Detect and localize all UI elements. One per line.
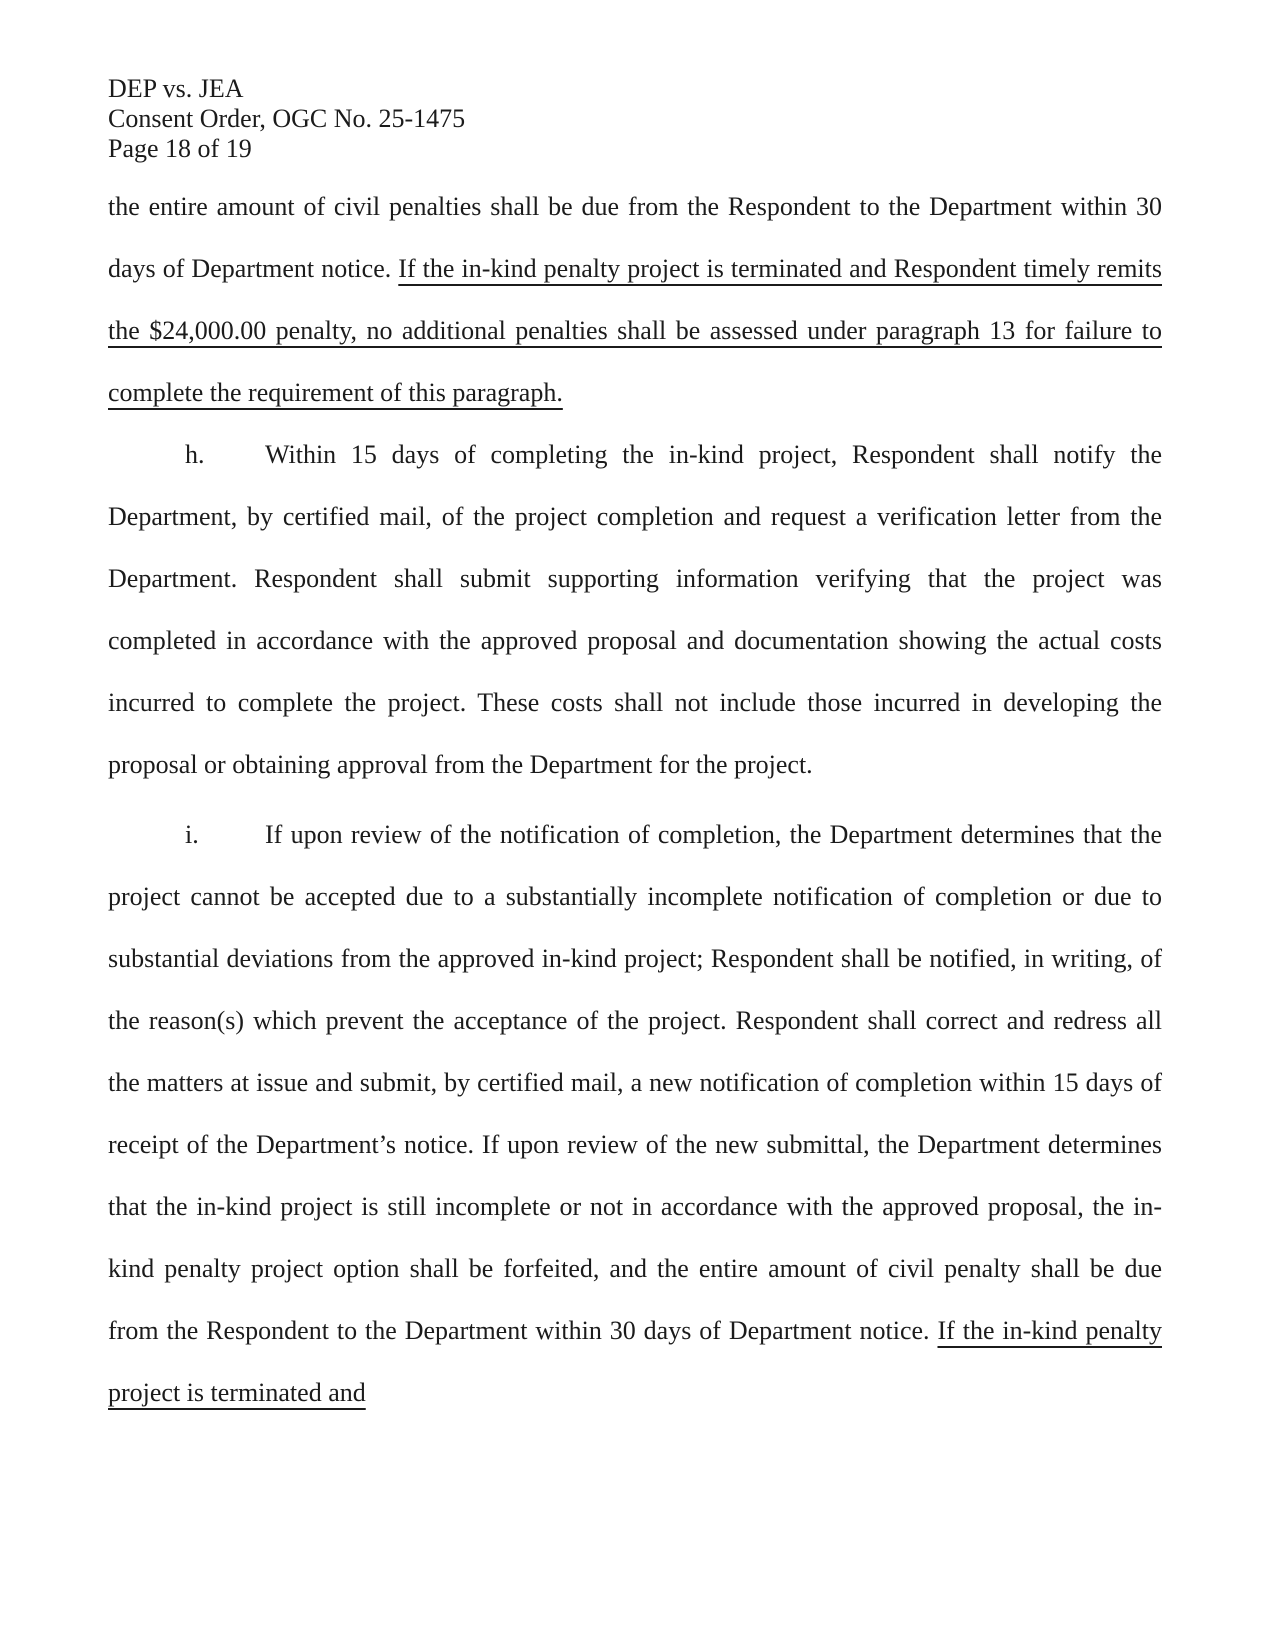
header-document-line: Consent Order, OGC No. 25-1475 (108, 104, 466, 133)
text-run: Within 15 days of completing the in-kind project, Respondent shall notify the Department, by certified mail, of the project completion and request a verification letter from the Department. Respondent shall submit supporting information verifying that the project was completed in accordance with the approved proposal and documentation showing the actual costs incurred to complete the project. These costs shall not include those incurred in developing the proposal or obtaining approval from the Department for the project. (108, 440, 1162, 779)
header-case-line: DEP vs. JEA (108, 74, 244, 103)
header-page-line: Page 18 of 19 (108, 134, 252, 163)
paragraph-h (108, 424, 1162, 796)
underlined-text-run: If the in-kind penalty project is terminated and (108, 1316, 1162, 1407)
paragraph-label-i: i. (185, 820, 199, 849)
text-run: the entire amount of civil penalties shall be due from the Respondent to the Department within 30 days of Department notice. (108, 192, 1162, 283)
document-header (108, 74, 1162, 164)
paragraph-penalty-continuation (108, 176, 1162, 424)
paragraph-label-h: h. (185, 440, 205, 469)
paragraph-i (108, 804, 1162, 1424)
underlined-text-run: If the in-kind penalty project is terminated and Respondent timely remits the $24,000.00 penalty, no additional penalties shall be assessed under paragraph 13 for failure to complete the requirement of this paragraph. (108, 254, 1162, 407)
document-body (108, 176, 1162, 1424)
text-run: If upon review of the notification of completion, the Department determines that the project cannot be accepted due to a substantially incomplete notification of completion or due to substantial deviations from the approved in-kind project; Respondent shall be notified, in writing, of the reason(s) which prevent the acceptance of the project. Respondent shall correct and redress all the matters at issue and submit, by certified mail, a new notification of completion within 15 days of receipt of the Department’s notice. If upon review of the new submittal, the Department determines that the in-kind project is still incomplete or not in accordance with the approved proposal, the in-kind penalty project option shall be forfeited, and the entire amount of civil penalty shall be due from the Respondent to the Department within 30 days of Department notice. (108, 820, 1162, 1345)
